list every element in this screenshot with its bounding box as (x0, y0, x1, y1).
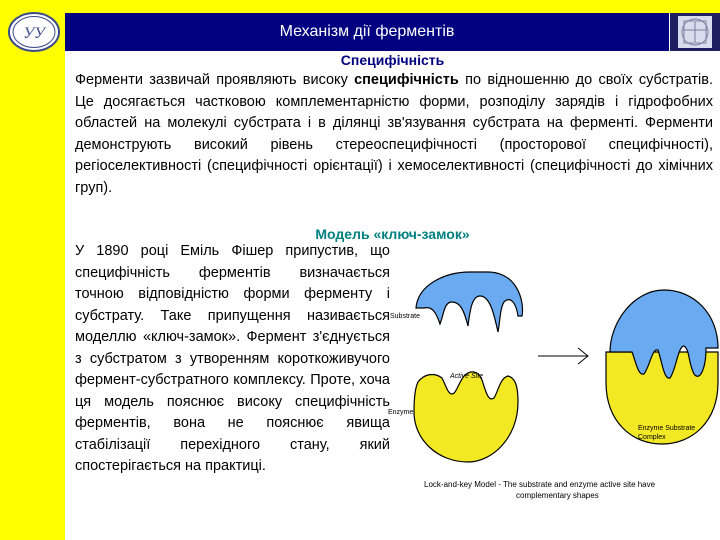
diagram-caption-line2: complementary shapes (516, 491, 599, 500)
diagram-caption-line1: Lock-and-key Model - The substrate and enzyme active site have (424, 480, 656, 489)
label-complex-line1: Enzyme Substrate (638, 425, 696, 432)
university-logo (6, 10, 62, 54)
enzyme-substrate-complex (606, 290, 718, 444)
section-heading-lock-key: Модель «ключ-замок» (315, 226, 470, 242)
lock-key-paragraph: У 1890 році Еміль Фішер припустив, що специфічність ферментів визначається точною відповідністю форми ферменту і субстрату. Таке припущення називається моделлю «ключ-замок». Фермент з'єднується з субстратом з утворенням короткоживучого фермент-субстратного комплексу. Проте, хоча ця модель пояснює високу специфічність ферментів, вона не пояснює явища стабілізації перехідного стану, який спостерігається на практиці. (75, 243, 390, 474)
specificity-text-rest: по відношенню до своїх субстратів. Це досягається частковою комплементарністю форми, розподілу зарядів і гідрофобних областей на молекулі субстрата і в ділянці зв'язування субстрата на ферменті. Ферменти демонструють високий рівень стереоспецифічності (просторової специфічності), регіоселективності (специфічності орієнтації) і хемоселективності (специфічності до хімічних груп). (75, 72, 713, 196)
top-accent-band (0, 0, 720, 13)
specificity-paragraph (75, 70, 713, 199)
label-active-site: Active Site (450, 373, 484, 380)
logo-monogram: УУ (23, 25, 45, 42)
header-bar (65, 13, 669, 51)
specificity-text-start: Ферменти зазвичай проявляють високу (75, 72, 355, 88)
enzyme-shape (414, 372, 518, 462)
left-accent-band (0, 0, 65, 540)
arrow-icon (538, 348, 588, 364)
label-substrate: Substrate (390, 313, 420, 320)
label-complex-line2: Complex (638, 434, 666, 441)
section-heading-specificity: Специфічність (340, 52, 445, 68)
corner-illustration (670, 13, 720, 51)
label-enzyme: Enzyme (388, 409, 414, 416)
corner-illustration-figure (678, 16, 712, 48)
specificity-keyword: специфічність (354, 72, 459, 88)
page-title: Механізм дії ферментів (279, 23, 455, 40)
lock-and-key-diagram (388, 262, 720, 522)
substrate-shape (416, 272, 523, 332)
